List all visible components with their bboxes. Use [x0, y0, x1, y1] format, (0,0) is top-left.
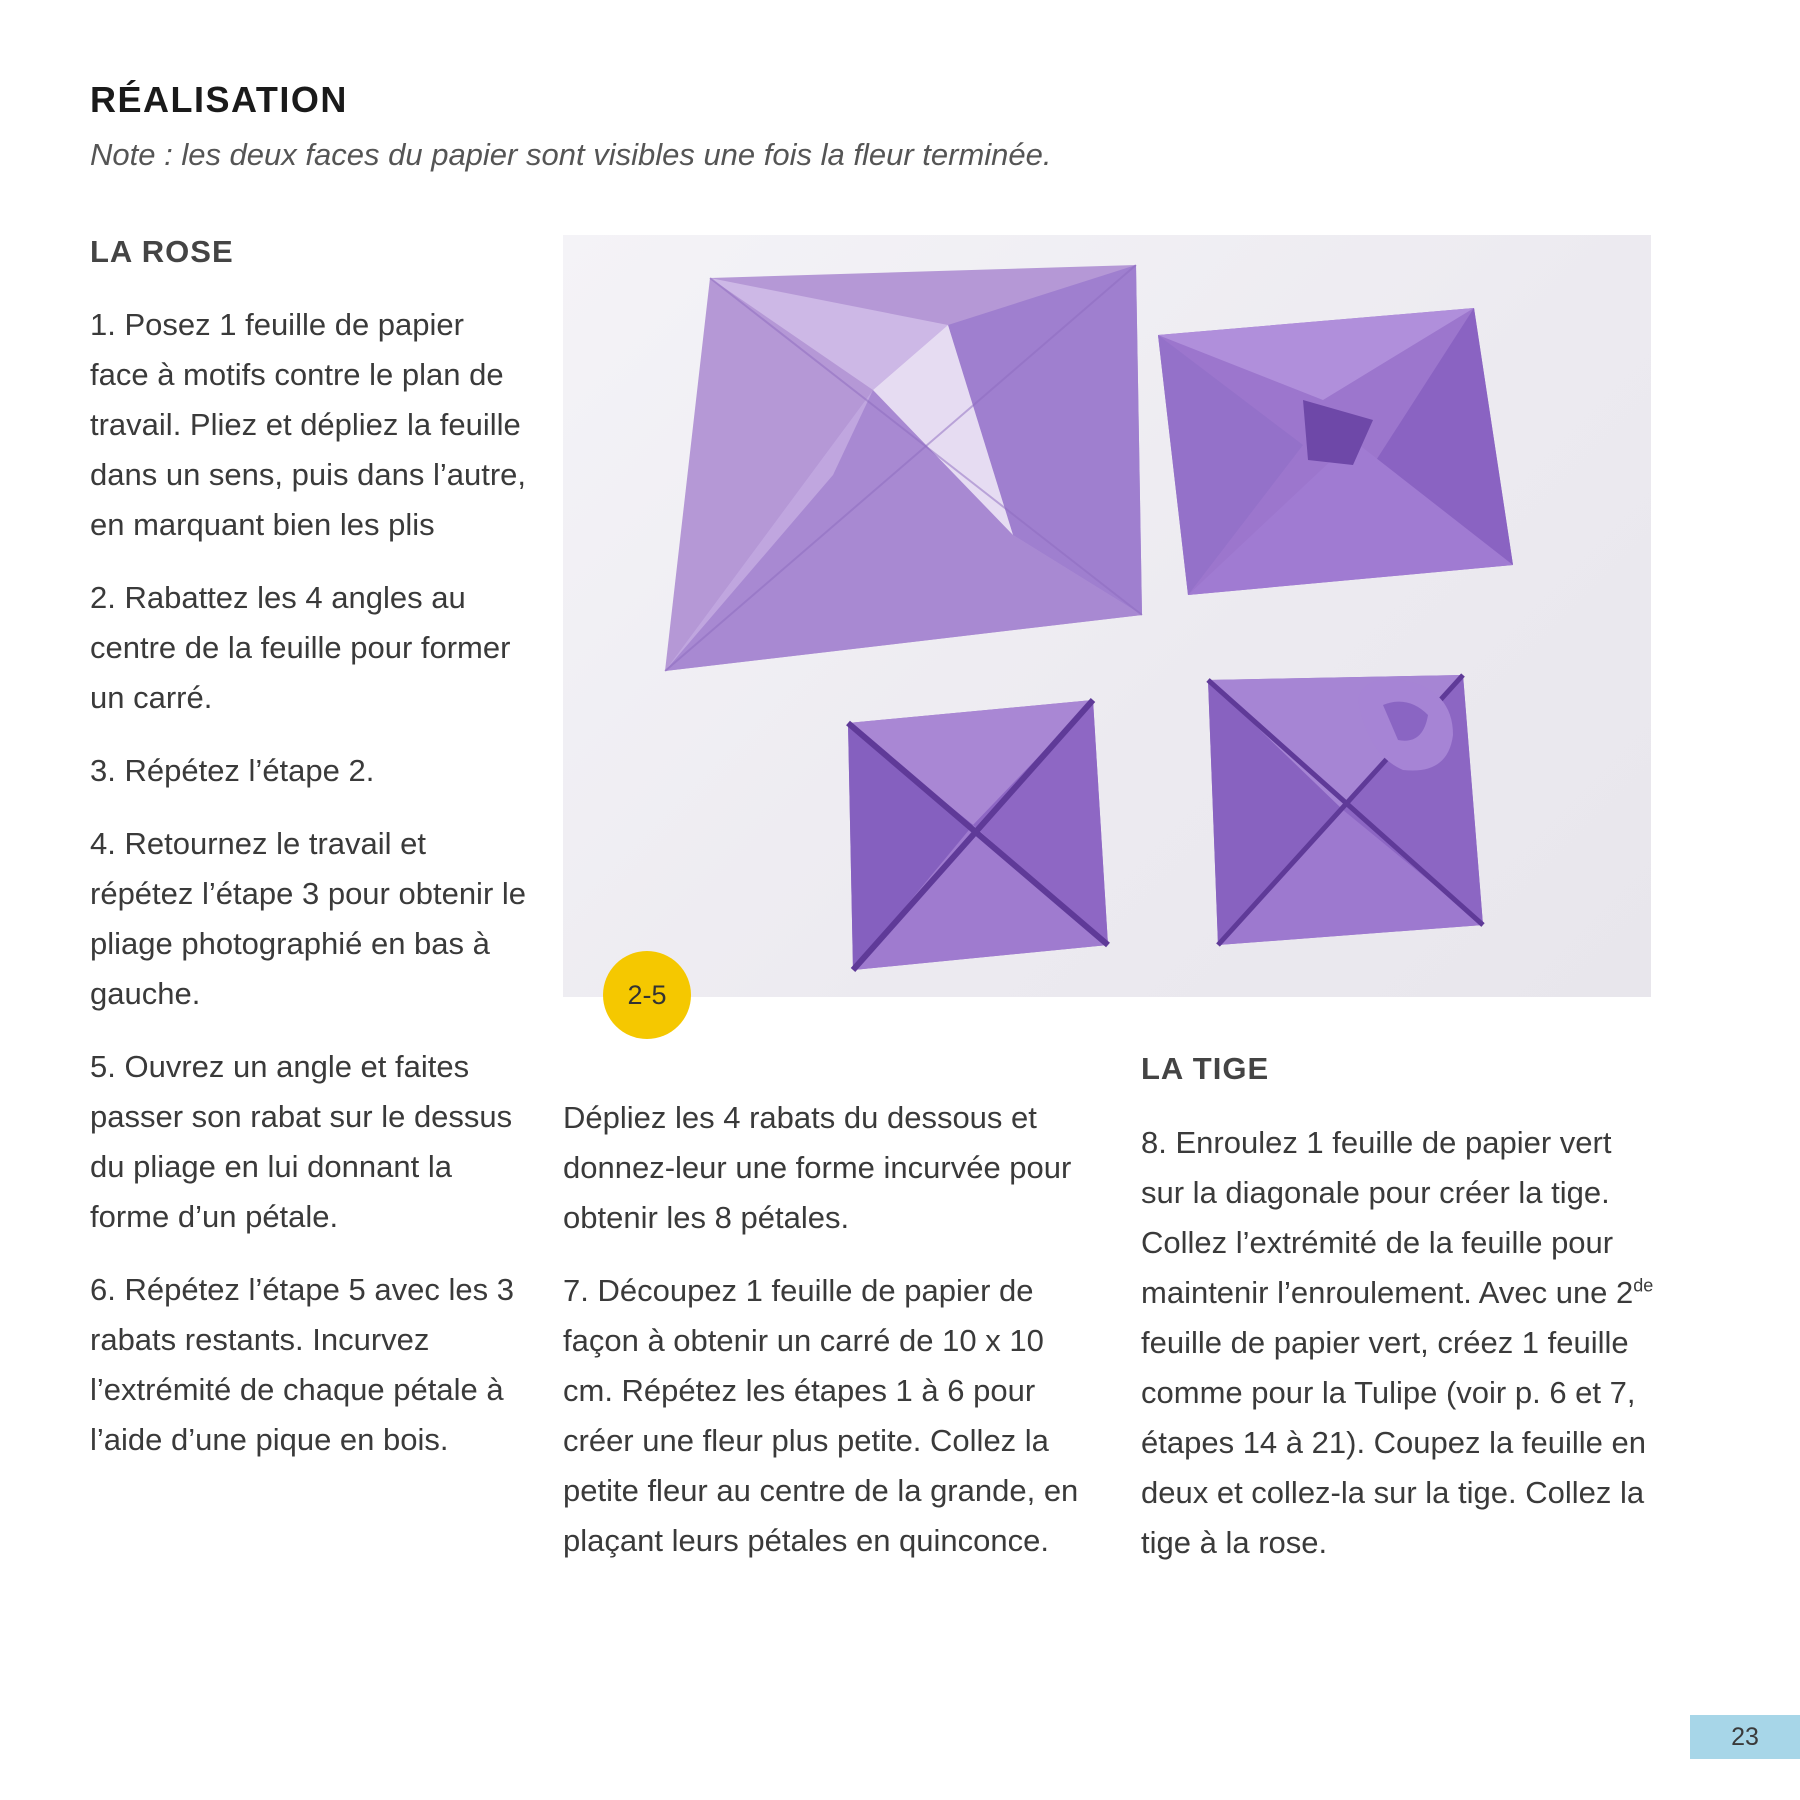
- step-8-text-start: 8. Enroulez 1 feuille de papier vert sur la diagonale pour créer la tige. Collez l’extrémité de la feuille pour maintenir l’enroulement. Avec une 2: [1141, 1125, 1634, 1310]
- page-number: 23: [1690, 1715, 1800, 1759]
- step-8-text-end: feuille de papier vert, créez 1 feuille comme pour la Tulipe (voir p. 6 et 7, étapes 14 à 21). Coupez la feuille en deux et collez-la sur la tige. Collez la tige à la rose.: [1141, 1325, 1646, 1560]
- origami-folds-illustration: [563, 235, 1651, 997]
- rose-continued-column: [563, 1093, 1093, 1589]
- paper-note: Note : les deux faces du papier sont visibles une fois la fleur terminée.: [90, 137, 1052, 172]
- fold-step-large-square: [665, 265, 1142, 671]
- step-6: 6. Répétez l’étape 5 avec les 3 rabats restants. Incurvez l’extrémité de chaque pétale à l’aide d’une pique en bois.: [90, 1272, 514, 1457]
- rose-steps-column: [90, 300, 530, 1488]
- step-1: 1. Posez 1 feuille de papier face à motifs contre le plan de travail. Pliez et dépliez la feuille dans un sens, puis dans l’autre, en marquant bien les plis: [90, 307, 526, 542]
- page-heading: RÉALISATION: [90, 79, 348, 120]
- step-2: 2. Rabattez les 4 angles au centre de la feuille pour former un carré.: [90, 580, 511, 715]
- step-8-superscript: de: [1633, 1275, 1654, 1296]
- step-7: 7. Découpez 1 feuille de papier de façon à obtenir un carré de 10 x 10 cm. Répétez les étapes 1 à 6 pour créer une fleur plus petite. Collez la petite fleur au centre de la grande, en plaçant leurs pétales en quinconce.: [563, 1273, 1079, 1558]
- petal-shaping-text: Dépliez les 4 rabats du dessous et donnez-leur une forme incurvée pour obtenir les 8 pétales.: [563, 1100, 1072, 1235]
- section-title-rose: LA ROSE: [90, 234, 234, 269]
- step-5: 5. Ouvrez un angle et faites passer son rabat sur le dessus du pliage en lui donnant la forme d’un pétale.: [90, 1049, 513, 1234]
- section-title-tige: LA TIGE: [1141, 1051, 1270, 1086]
- tige-steps-column: [1141, 1118, 1661, 1591]
- step-4: 4. Retournez le travail et répétez l’étape 3 pour obtenir le pliage photographié en bas à gauche.: [90, 826, 527, 1011]
- fold-step-small-square: [848, 700, 1108, 970]
- step-3: 3. Répétez l’étape 2.: [90, 753, 375, 788]
- fold-step-petal-square: [1208, 675, 1483, 945]
- step-8: [1141, 1118, 1661, 1568]
- step-range-badge: 2-5: [603, 951, 691, 1039]
- folding-steps-photo: [563, 235, 1651, 997]
- fold-step-medium-square: [1158, 308, 1513, 595]
